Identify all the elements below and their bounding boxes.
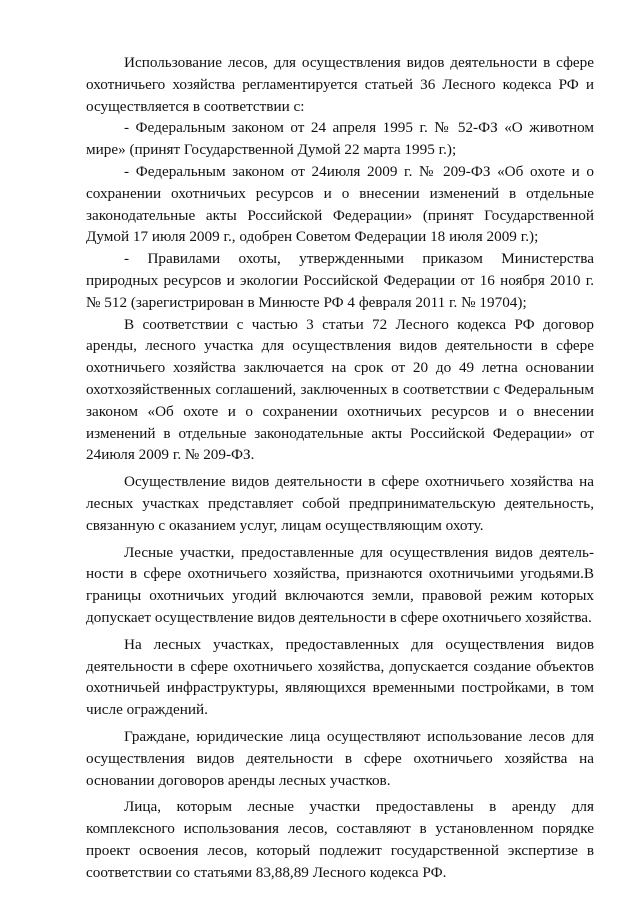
paragraph-hunting-grounds: Лесные участки, предоставленные для осуществления видов деятельности в сфере охотничьего хозяйства, признаются охотничьими угодьями.В границы охотничьих угодий включаются земли, правовой режим которых допускает осуществление видов деятельности в сфере охотничьего хозяйства. [86, 543, 594, 626]
paragraph-forest-use-regulation: Использование лесов, для осуществления видов деятельности в сфере охотничьего хозяйства регламентируется статьей 36 Лесного кодекса РФ и осуществляется в соответствии с: [86, 54, 594, 115]
paragraph-law-animal-world: - Федеральным законом от 24 апреля 1995 г. № 52-ФЗ «О животном мире» (принят Государственной Думой 22 марта 1995 г.); [86, 119, 594, 159]
paragraph-lease-term: В соответствии с частью 3 статьи 72 Лесного кодекса РФ договор аренды, лесного участка для осуществления видов деятельности в сфере охотничьего хозяйства заключается на срок от 20 до 49 летна основании охотхозяйственных соглашений, заключенных в соответствии с Федеральным законом «Об охоте и о сохранении охотничьих ресурсов и о внесении изменений в отдельные законодательные акты Российской Федерации» от 24июля 2009 г. № 209-ФЗ. [86, 315, 594, 464]
paragraph-lease-basis: Граждане, юридические лица осуществляют использование лесов для осуществления видов деятельности в сфере охотничьего хозяйства на основании договоров аренды лесных участков. [86, 727, 594, 789]
paragraph-business-activity: Осуществление видов деятельности в сфере охотничьего хозяйства на лесных участках представляет собой предпринимательскую деятельность, связанную с оказанием услуг, лицам осуществляющим охоту. [86, 473, 594, 534]
paragraph-law-hunting: - Федеральным законом от 24июля 2009 г. № 209-ФЗ «Об охоте и о сохранении охотничьих ресурсов и о внесении изменений в отдельные законодательные акты Российской Федерации» (принят Государственной Думой 17 июля 2009 г., одобрен Советом Федерации 18 июля 2009 г.); [86, 162, 594, 246]
paragraph-hunting-rules: - Правилами охоты, утвержденными приказом Министерства природных ресурсов и экологии Российской Федерации от 16 ноября 2010 г. № 512 (зарегистрирован в Минюсте РФ 4 февраля 2011 г. № 19704); [86, 250, 594, 311]
paragraph-infrastructure: На лесных участках, предоставленных для осуществления видов деятельности в сфере охотничьего хозяйства, допускается создание объектов охотничьей инфраструктуры, являющихся временными постройками, в том числе ограждений. [86, 635, 594, 719]
document-body [86, 52, 594, 883]
paragraph-development-project: Лица, которым лесные участки предоставлены в аренду для комплексного использования лесов, составляют в установленном порядке проект освоения лесов, который подлежит государственной экспертизе в соответствии со статьями 83,88,89 Лесного кодекса РФ. [86, 798, 594, 881]
